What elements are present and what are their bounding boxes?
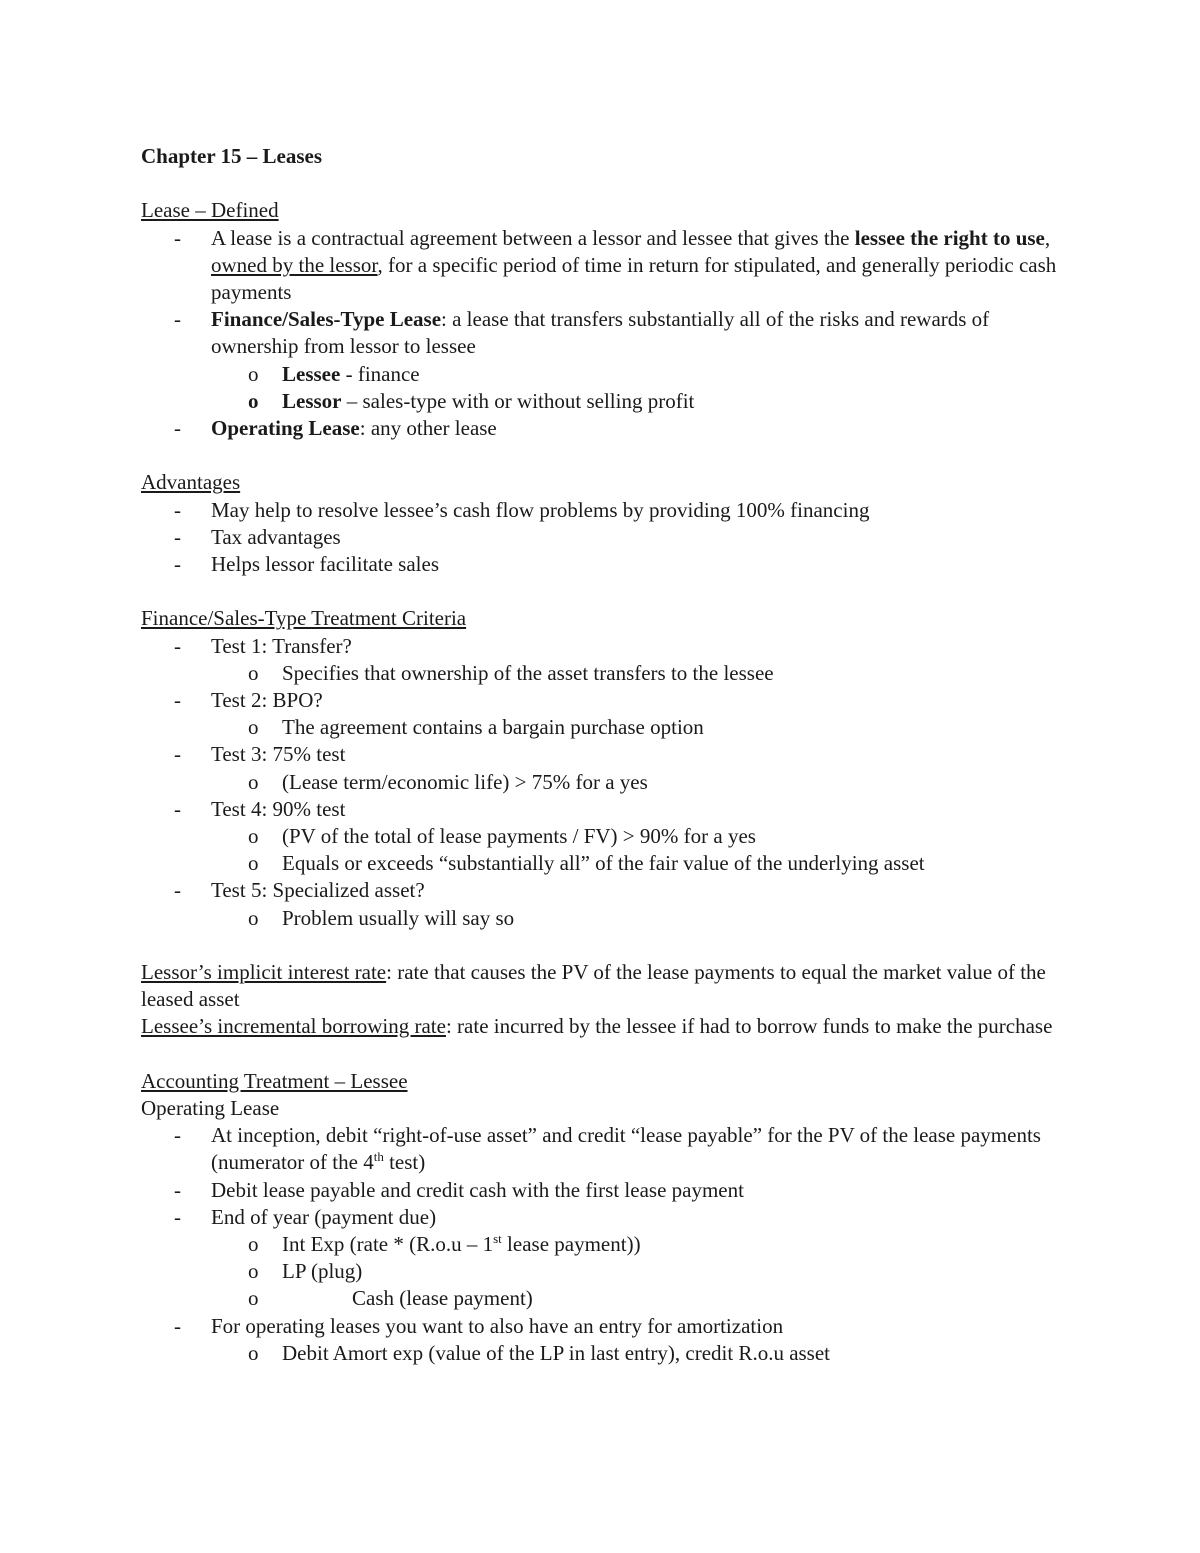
list-item: - At inception, debit “right-of-use asset” and credit “lease payable” for the PV of the lease payments (numerator of the 4th test)	[174, 1123, 1041, 1175]
sub-list-item: o Specifies that ownership of the asset transfers to the lessee	[248, 660, 774, 685]
page-title: Chapter 15 – Leases	[141, 144, 323, 168]
sub-list-item: o LP (plug)	[248, 1259, 363, 1284]
sub-list-item: o Debit Amort exp (value of the LP in last entry), credit R.o.u asset	[248, 1340, 831, 1365]
advantages-list	[141, 497, 1071, 579]
list-item: - Debit lease payable and credit cash with the first lease payment	[174, 1177, 744, 1202]
list-item: - For operating leases you want to also have an entry for amortization	[174, 1313, 784, 1338]
section-heading-lease-defined: Lease – Defined	[141, 198, 279, 223]
sub-list-item: o The agreement contains a bargain purchase option	[248, 715, 704, 740]
incremental-rate-definition: Lessee’s incremental borrowing rate: rate incurred by the lessee if had to borrow funds to make the purchase	[141, 1014, 1053, 1039]
sub-list-item: o Equals or exceeds “substantially all” of the fair value of the underlying asset	[248, 851, 925, 876]
list-item: - Finance/Sales-Type Lease: a lease that transfers substantially all of the risks and rewards of ownership from lessor to lessee	[174, 307, 990, 359]
section-heading-criteria: Finance/Sales-Type Treatment Criteria	[141, 606, 467, 631]
list-item: - Tax advantages	[174, 524, 341, 549]
list-item: - Test 4: 90% test	[174, 796, 346, 821]
sub-list-item: o (PV of the total of lease payments / FV) > 90% for a yes	[248, 824, 756, 849]
implicit-rate-definition: Lessor’s implicit interest rate: rate that causes the PV of the lease payments to equal the market value of the leased asset	[141, 960, 1046, 1012]
section-heading-accounting: Accounting Treatment – Lessee	[141, 1068, 408, 1093]
list-item: - Test 3: 75% test	[174, 742, 346, 767]
list-item: - Test 5: Specialized asset?	[174, 878, 425, 903]
list-item: - A lease is a contractual agreement between a lessor and lessee that gives the lessee the right to use, owned by the lessor, for a specific period of time in return for stipulated, and generally periodic cash payments	[174, 225, 1057, 304]
subheading-operating-lease: Operating Lease	[141, 1096, 280, 1121]
sub-list-item: o (Lease term/economic life) > 75% for a yes	[248, 769, 648, 794]
sub-list-item: o Int Exp (rate * (R.o.u – 1st lease payment))	[248, 1231, 641, 1257]
section-heading-advantages: Advantages	[141, 470, 241, 495]
list-item: - Test 1: Transfer?	[174, 633, 352, 658]
list-item: - End of year (payment due)	[174, 1204, 437, 1229]
list-item: - Test 2: BPO?	[174, 688, 323, 713]
sub-list-item: o Lessor – sales-type with or without selling profit	[248, 388, 695, 413]
sub-list-item: o Cash (lease payment)	[248, 1286, 533, 1311]
accounting-list	[141, 1122, 1071, 1367]
list-item: - Helps lessor facilitate sales	[174, 552, 440, 577]
criteria-list	[141, 633, 1071, 932]
list-item: - May help to resolve lessee’s cash flow problems by providing 100% financing	[174, 497, 870, 522]
sub-list-item: o Lessee - finance	[248, 361, 420, 386]
sub-list-item: o Problem usually will say so	[248, 905, 515, 930]
lease-defined-list	[141, 225, 1071, 443]
list-item: - Operating Lease: any other lease	[174, 416, 497, 441]
document-body	[141, 143, 1071, 1367]
